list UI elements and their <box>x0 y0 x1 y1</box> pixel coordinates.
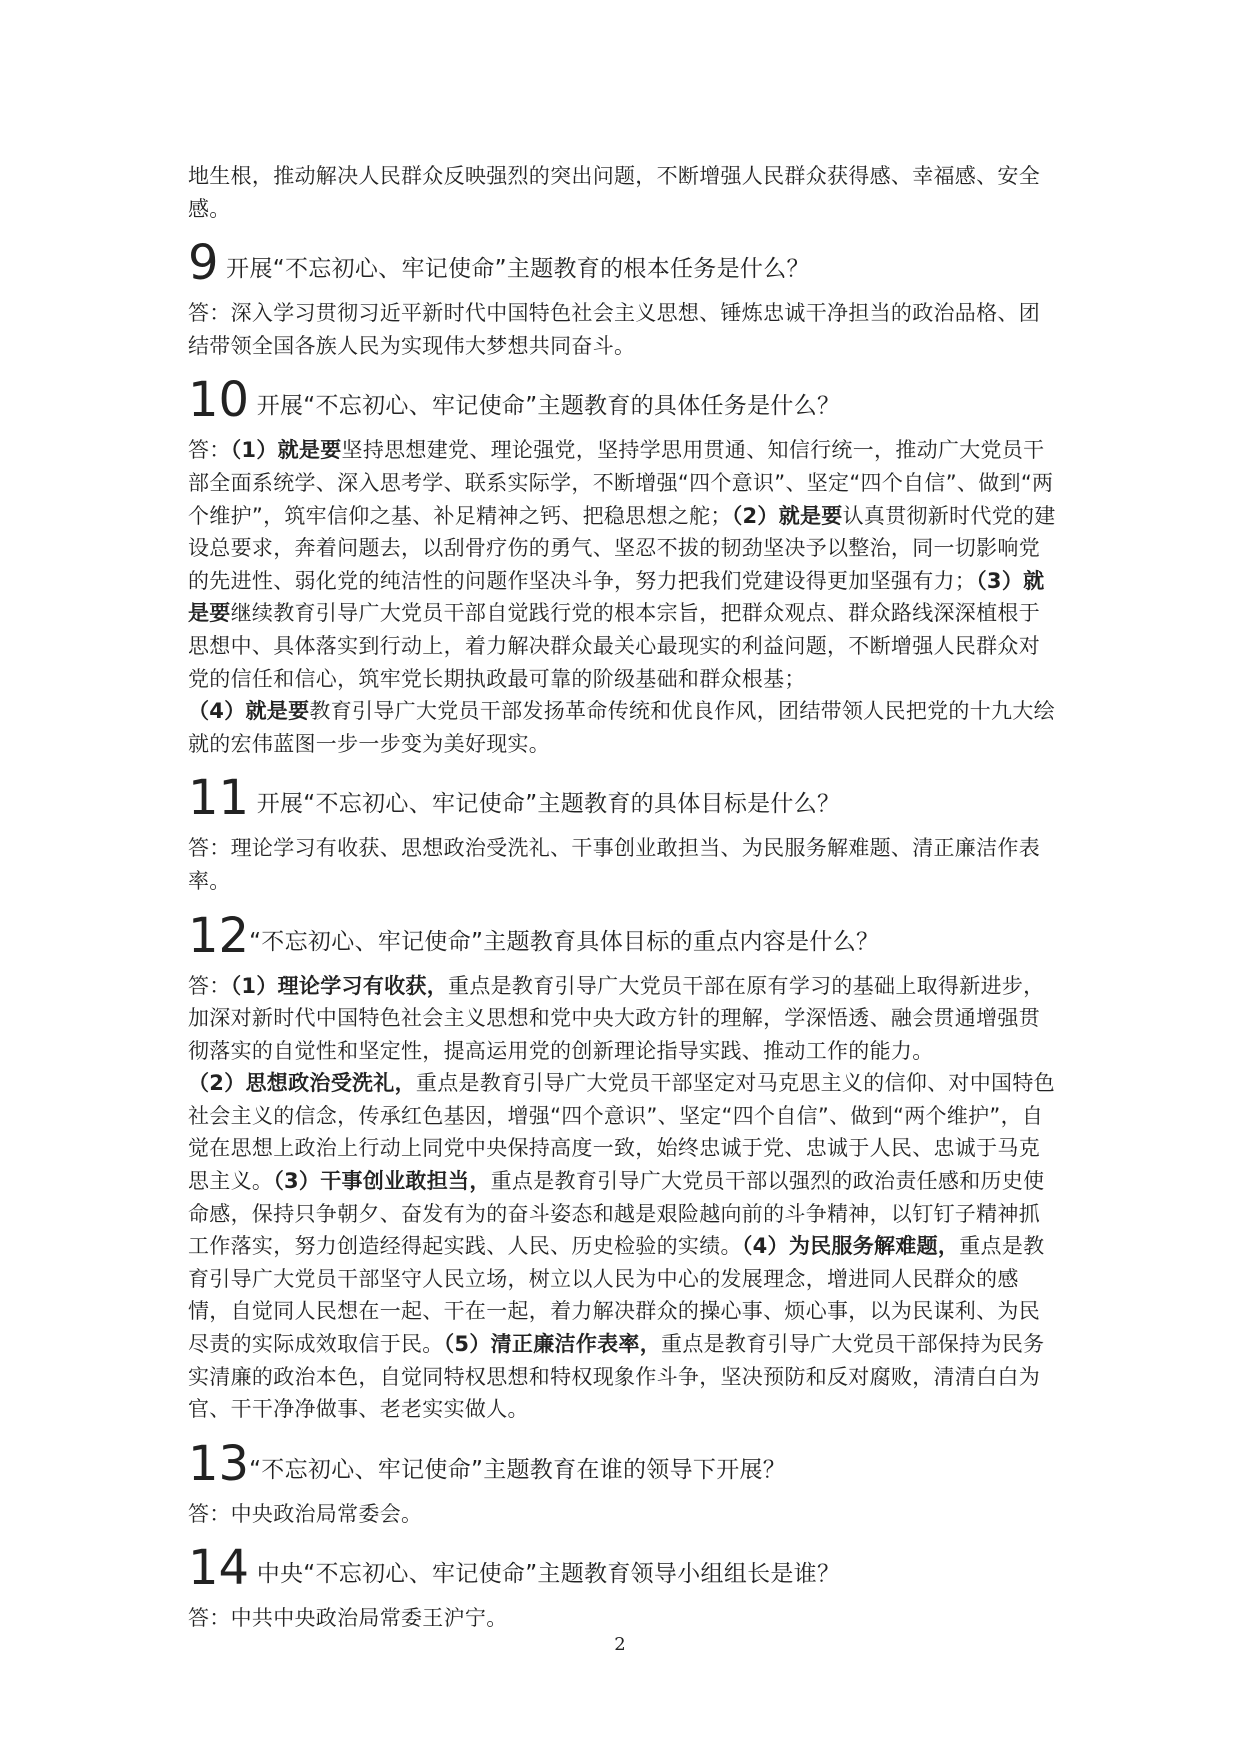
answer-point-text: 教育引导广大党员干部发扬革命传统和优良作风，团结带领人民把党的十九大绘就的宏伟蓝图一步一步变为美好现实。 <box>188 699 1055 756</box>
question-number: 9 <box>188 235 219 292</box>
answer-11: 答：理论学习有收获、思想政治受洗礼、干事创业敢担当、为民服务解难题、清正廉洁作表率。 <box>188 836 1040 893</box>
question-14 <box>188 1540 1056 1597</box>
question-text: 开展“不忘初心、牢记使命”主题教育的根本任务是什么？ <box>218 256 810 283</box>
answer-point-heading: （2）思想政治受洗礼， <box>188 1071 416 1096</box>
question-number: 13 <box>188 1435 250 1492</box>
question-12 <box>188 907 1056 964</box>
answer-point-text: 重点是教育引导广大党员干部保持为民务实清廉的政治本色，自觉同特权思想和特权现象作斗争，坚决预防和反对腐败，清清白白为官、干干净净做事、老老实实做人。 <box>188 1332 1045 1422</box>
question-text: 中央“不忘初心、牢记使命”主题教育领导小组组长是谁？ <box>249 1561 841 1588</box>
question-number: 14 <box>188 1540 250 1597</box>
page-number: 2 <box>614 1634 626 1655</box>
answer-point-heading: （4）为民服务解难题， <box>741 1234 960 1259</box>
answer-point-text: 认真贯彻新时代党的建设总要求，奔着问题去，以刮骨疗伤的勇气、坚忍不拔的韧劲坚决予以整治，同一切影响党的先进性、弱化党的纯洁性的问题作坚决斗争，努力把我们党建设得更加坚强有力； <box>188 503 1056 593</box>
answer-10 <box>188 434 1056 760</box>
question-number: 12 <box>188 907 250 964</box>
answer-point-heading: （1）理论学习有收获， <box>230 973 449 998</box>
answer-prefix: 答： <box>188 973 231 998</box>
answer-prefix: 答： <box>188 438 231 463</box>
question-10 <box>188 372 1056 429</box>
answer-point-heading: （3）就是要 <box>188 568 1045 626</box>
answer-13: 答：中央政治局常委会。 <box>188 1501 423 1526</box>
question-text: “不忘初心、牢记使命”主题教育具体目标的重点内容是什么？ <box>249 928 880 955</box>
answer-14: 答：中共中央政治局常委王沪宁。 <box>188 1606 508 1631</box>
answer-12 <box>188 970 1056 1426</box>
answer-point-text: 重点是教育引导广大党员干部以强烈的政治责任感和历史使命感，保持只争朝夕、奋发有为的奋斗姿态和越是艰险越向前的斗争精神，以钉钉子精神抓工作落实，努力创造经得起实践、人民、历史检验的实绩。 <box>188 1169 1045 1259</box>
document-body <box>188 160 1056 1641</box>
answer-point-heading: （3）干事创业敢担当， <box>273 1169 491 1194</box>
question-text: 开展“不忘初心、牢记使命”主题教育的具体目标是什么？ <box>249 791 841 818</box>
intro-paragraph: 地生根，推动解决人民群众反映强烈的突出问题，不断增强人民群众获得感、幸福感、安全感。 <box>188 164 1040 221</box>
question-text: 开展“不忘初心、牢记使命”主题教育的具体任务是什么？ <box>249 393 841 420</box>
answer-point-text: 坚持思想建党、理论强党，坚持学思用贯通、知信行统一，推动广大党员干部全面系统学、深入思考学、联系实际学，不断增强“四个意识”、坚定“四个自信”、做到“两个维护”，筑牢信仰之基、补足精神之钙、把稳思想之舵； <box>188 438 1054 528</box>
question-9 <box>188 235 1056 292</box>
answer-point-heading: （1）就是要 <box>230 438 342 463</box>
answer-point-text: 继续教育引导广大党员干部自觉践行党的根本宗旨，把群众观点、群众路线深深植根于思想中、具体落实到行动上，着力解决群众最关心最现实的利益问题，不断增强人民群众对党的信任和信心，筑牢党长期执政最可靠的阶级基础和群众根基； <box>188 601 1041 691</box>
question-13 <box>188 1435 1056 1492</box>
answer-point-heading: （5）清正廉洁作表率， <box>443 1332 662 1357</box>
answer-9: 答：深入学习贯彻习近平新时代中国特色社会主义思想、锤炼忠诚干净担当的政治品格、团结带领全国各族人民为实现伟大梦想共同奋斗。 <box>188 301 1040 358</box>
answer-point-heading: （2）就是要 <box>731 503 843 528</box>
answer-point-text: 重点是教育引导广大党员干部坚守人民立场，树立以人民为中心的发展理念，增进同人民群众的感情，自觉同人民想在一起、干在一起，着力解决群众的操心事、烦心事，以为民谋利、为民尽责的实际成效取信于民。 <box>188 1234 1045 1357</box>
answer-point-heading: （4）就是要 <box>188 699 310 724</box>
question-text: “不忘初心、牢记使命”主题教育在谁的领导下开展？ <box>249 1456 787 1483</box>
answer-point-text: 重点是教育引导广大党员干部在原有学习的基础上取得新进步，加深对新时代中国特色社会主义思想和党中央大政方针的理解，学深悟透、融会贯通增强贯彻落实的自觉性和坚定性，提高运用党的创新理论指导实践、推动工作的能力。 <box>188 973 1045 1063</box>
question-number: 11 <box>188 770 250 827</box>
answer-point-text: 重点是教育引导广大党员干部坚定对马克思主义的信仰、对中国特色社会主义的信念，传承红色基因，增强“四个意识”、坚定“四个自信”、做到“两个维护”，自觉在思想上政治上行动上同党中央保持高度一致，始终忠诚于党、忠诚于人民、忠诚于马克思主义。 <box>188 1071 1055 1194</box>
question-number: 10 <box>188 372 250 429</box>
question-11 <box>188 770 1056 827</box>
